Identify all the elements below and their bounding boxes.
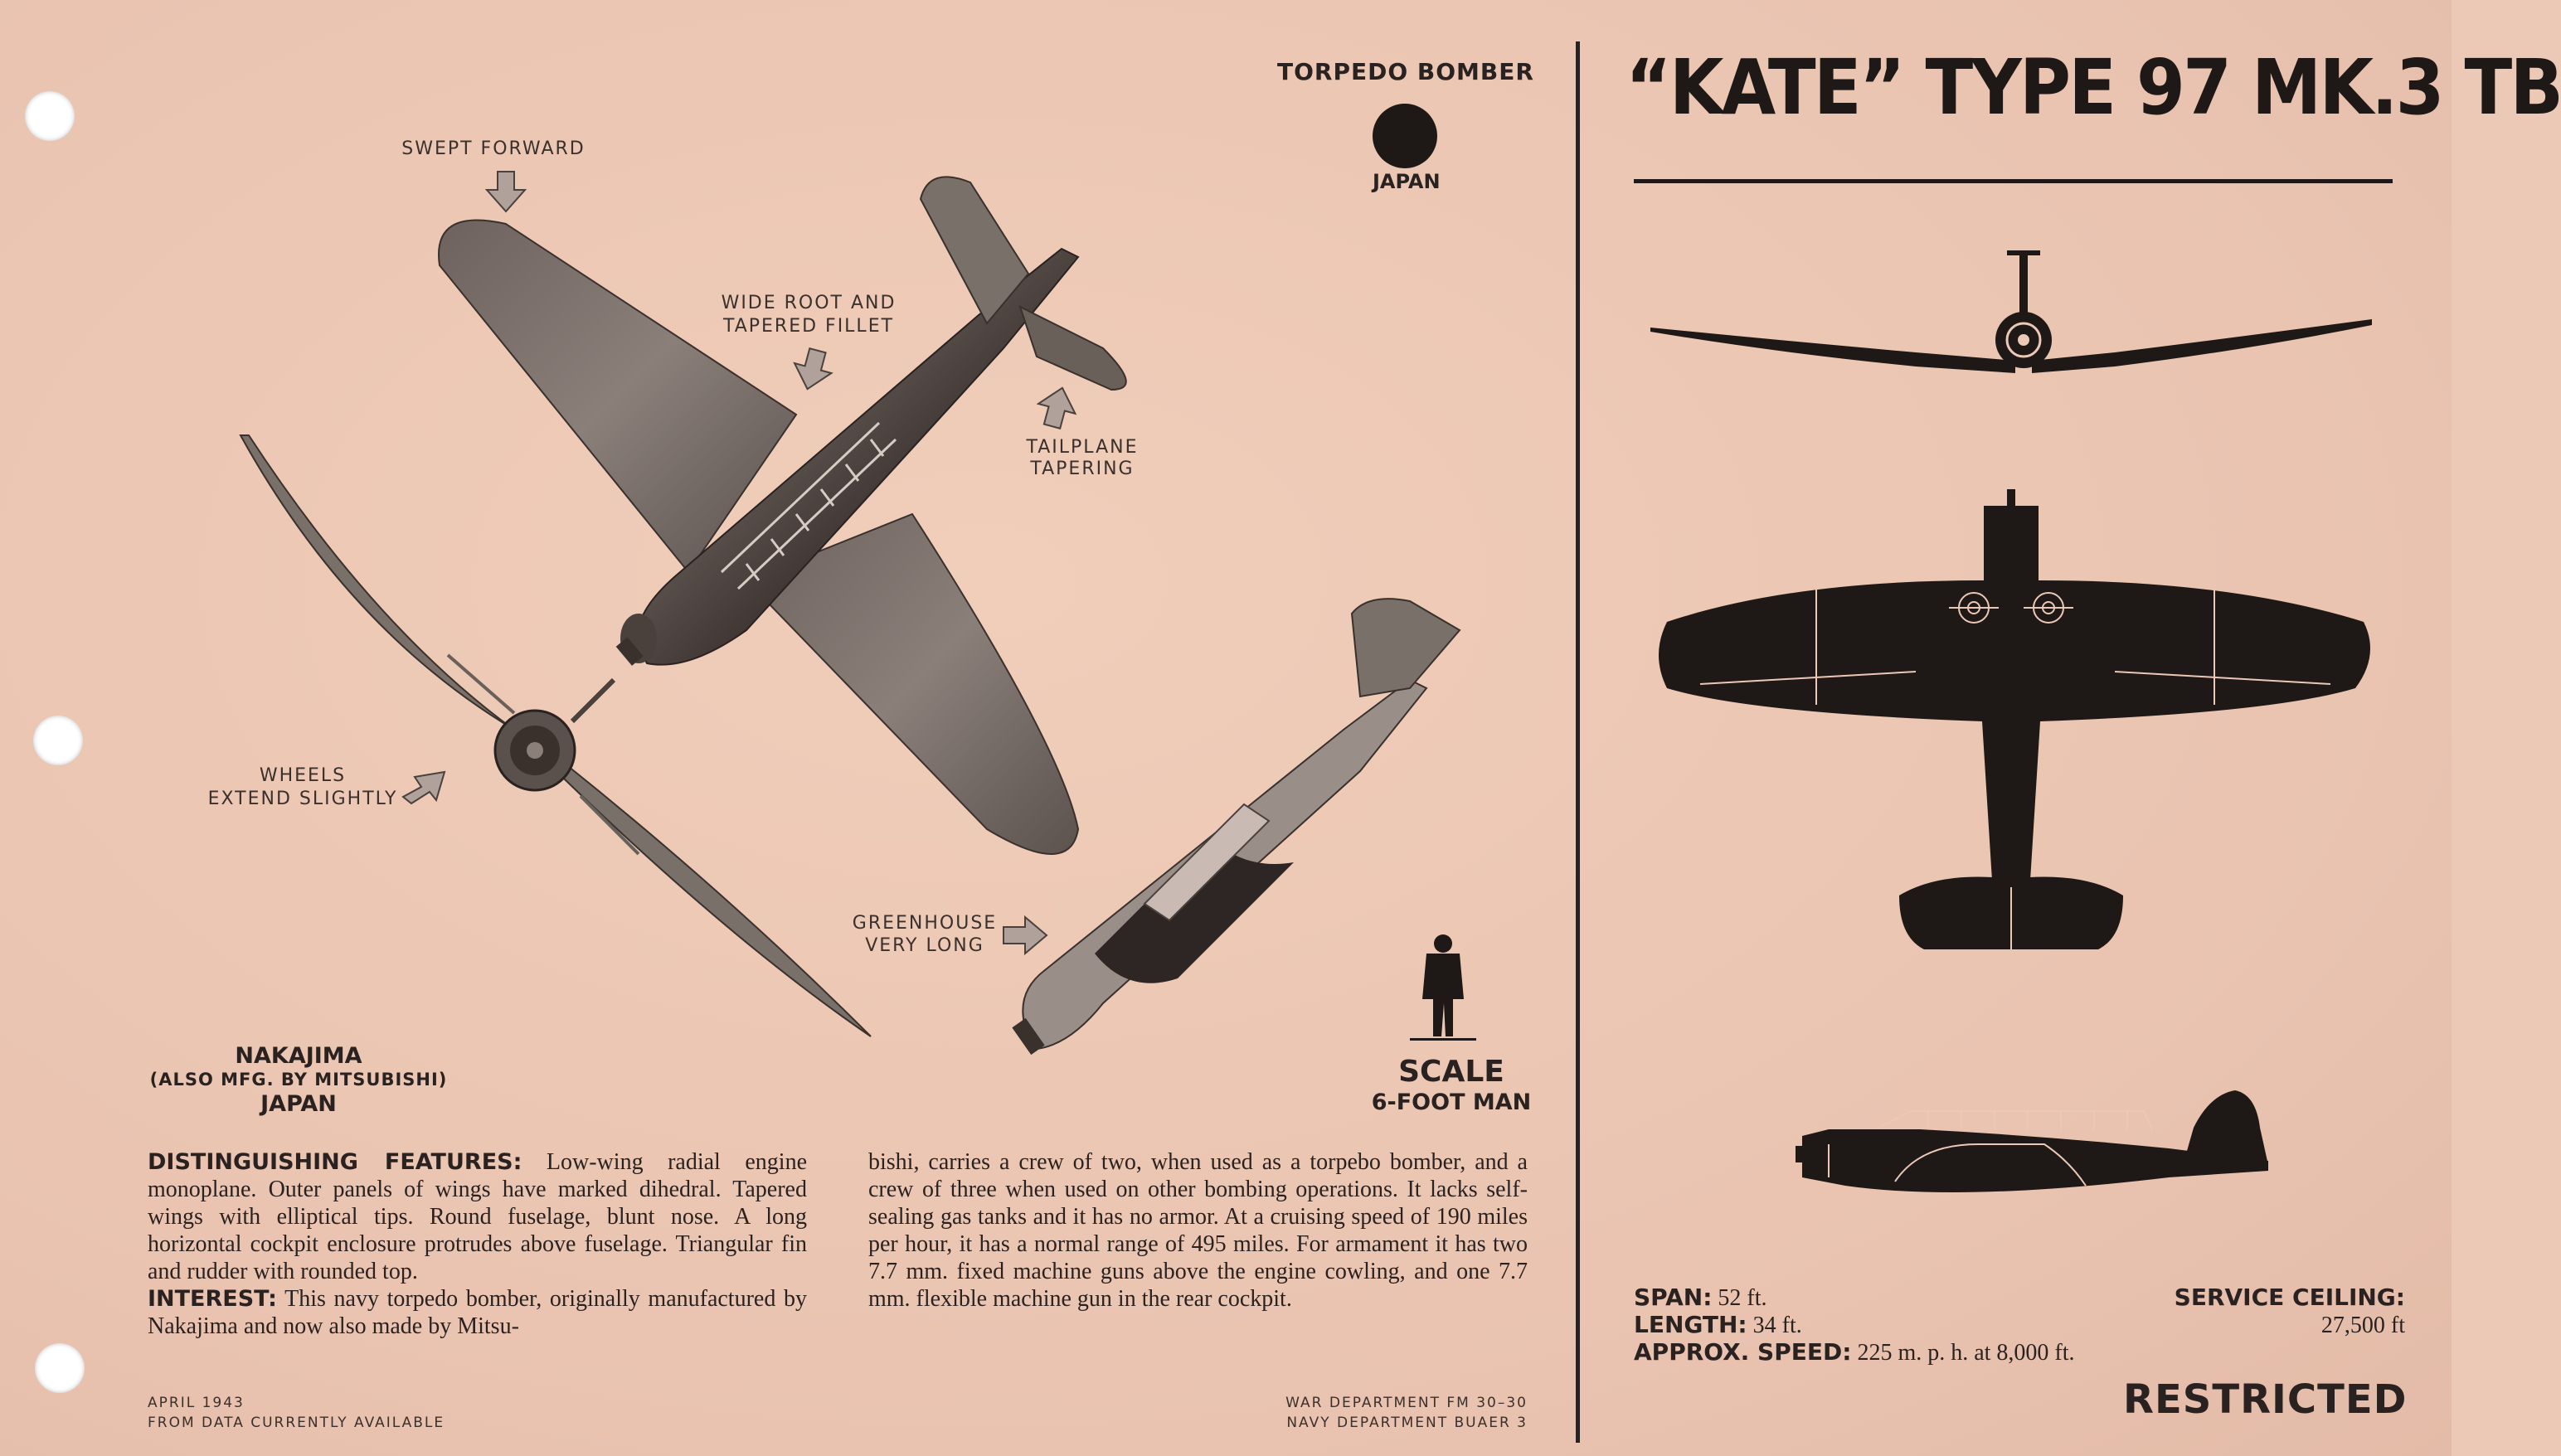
country-label: JAPAN: [1373, 170, 1441, 193]
callout-greenhouse-line1: GREENHOUSE: [852, 913, 998, 934]
type-label: TORPEDO BOMBER: [1277, 58, 1534, 85]
callout-tailplane-line2: TAPERING: [1030, 459, 1135, 479]
features-text: Low-wing radial engine monoplane. Outer panels of wings have marked dihedral. Tapered wings with elliptical tips. Round fuselage, blunt nose. A long horizontal cockpit enclosure protrudes above fuselage. Triangular fin and rudder with rounded top.: [148, 1149, 807, 1284]
down-arrow-icon: [485, 170, 527, 213]
ceiling-label: SERVICE CEILING:: [2174, 1284, 2405, 1311]
aircraft-top-view-illustration: [0, 0, 1576, 1078]
callout-wheels-line2: EXTEND SLIGHTLY: [207, 789, 398, 809]
footer-navy-dept: NAVY DEPARTMENT BUAER 3: [1286, 1415, 1528, 1431]
spec-span: [1634, 1284, 1767, 1312]
description-column-right: [868, 1148, 1528, 1313]
footer-war-dept: WAR DEPARTMENT FM 30–30: [1285, 1395, 1528, 1411]
right-arrow-icon: [1002, 915, 1048, 955]
silhouette-top-view: [1650, 489, 2397, 987]
panel-divider: [1576, 41, 1580, 1443]
length-label: LENGTH:: [1634, 1311, 1747, 1338]
ceiling-value: 27,500 ft: [2320, 1313, 2405, 1338]
title-rule: [1634, 179, 2393, 183]
scale-caption: 6-FOOT MAN: [1371, 1090, 1532, 1115]
callout-tailplane-line1: TAILPLANE: [1026, 437, 1139, 458]
callout-wide-root-line1: WIDE ROOT AND: [721, 293, 897, 313]
description-column-left: [148, 1148, 807, 1340]
maker-country: JAPAN: [260, 1091, 337, 1117]
callout-swept-forward: SWEPT FORWARD: [401, 138, 586, 159]
silhouette-front-view: [1650, 249, 2397, 415]
aircraft-title: “KATE” TYPE 97 MK.3 TB: [1626, 43, 2561, 132]
interest-text-start: This navy torpedo bomber, originally manufactured by Nakajima and now also made by Mitsu-: [148, 1286, 807, 1339]
interest-text-continued: bishi, carries a crew of two, when used as a torpebo bomber, and a crew of three when used on other bombing operations. It lacks self-sealing gas tanks and it has no armor. At a cruising speed of 190 miles per hour, it has a normal range of 495 miles. For armament it has two 7.7 mm. fixed machine guns above the engine cowling, and one 7.7 mm. flexible machine gun in the rear cockpit.: [868, 1149, 1528, 1312]
speed-label: APPROX. SPEED:: [1634, 1338, 1852, 1366]
footer-source: FROM DATA CURRENTLY AVAILABLE: [148, 1415, 445, 1431]
maker-name: NAKAJIMA: [235, 1043, 362, 1069]
silhouette-side-view: [1796, 1078, 2293, 1227]
diagonal-arrow-icon: [400, 767, 450, 810]
side-view-fin: [1352, 599, 1460, 696]
span-label: SPAN:: [1634, 1284, 1713, 1311]
maker-also: (ALSO MFG. BY MITSUBISHI): [149, 1070, 448, 1090]
scale-label: SCALE: [1398, 1055, 1504, 1089]
spec-speed: [1634, 1338, 2075, 1366]
callout-greenhouse-line2: VERY LONG: [865, 935, 984, 956]
up-arrow-icon: [1037, 386, 1078, 429]
speed-value: 225 m. p. h. at 8,000 ft.: [1857, 1340, 2075, 1366]
binder-hole-bottom: [35, 1343, 85, 1393]
span-value: 52 ft.: [1718, 1285, 1767, 1311]
length-value: 34 ft.: [1752, 1313, 1802, 1338]
callout-wide-root-line2: TAPERED FILLET: [722, 316, 895, 337]
scale-man-silhouette: [1410, 934, 1476, 1041]
classification-restricted: RESTRICTED: [2123, 1376, 2408, 1423]
down-arrow-icon: [792, 348, 833, 391]
interest-heading: INTEREST:: [148, 1286, 277, 1312]
spec-length: [1634, 1311, 1802, 1339]
callout-wheels-line1: WHEELS: [259, 765, 347, 786]
spec-ceiling: [2090, 1284, 2405, 1339]
footer-date: APRIL 1943: [148, 1395, 245, 1411]
features-heading: DISTINGUISHING FEATURES:: [148, 1149, 522, 1175]
